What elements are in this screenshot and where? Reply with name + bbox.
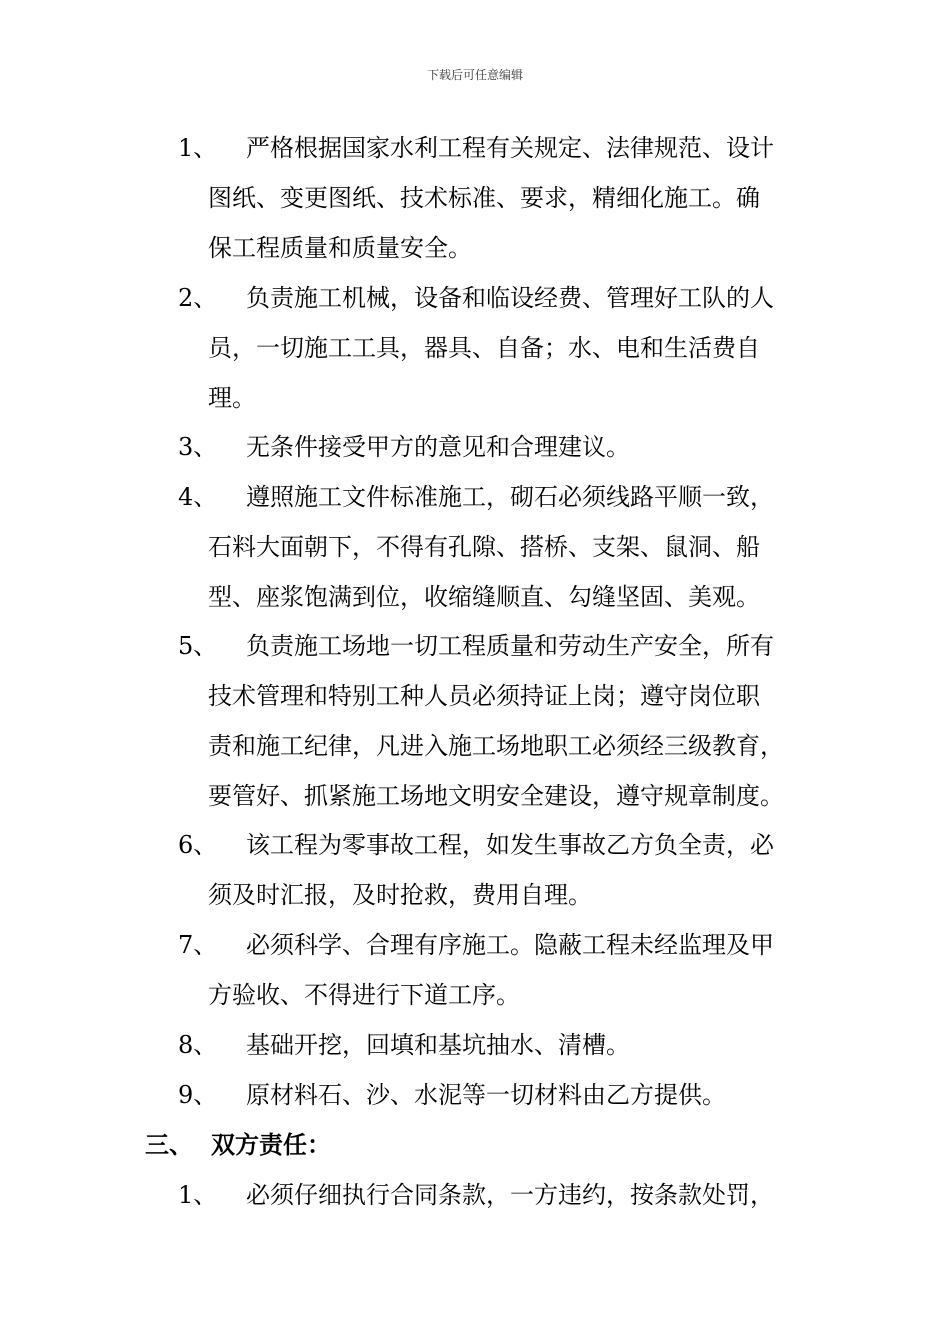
item-text-line: 员，一切施工工具，器具、自备；水、电和生活费自 bbox=[208, 334, 760, 362]
item-number: 7、 bbox=[178, 931, 218, 959]
item-text-line: 负责施工机械，设备和临设经费、管理好工队的人 bbox=[246, 284, 774, 312]
item-text-line: 责和施工纪律，凡进入施工场地职工必须经三级教育， bbox=[208, 732, 784, 760]
item-text-line: 理。 bbox=[208, 384, 256, 412]
item-number: 2、 bbox=[178, 284, 218, 312]
item-text-line: 技术管理和特别工种人员必须持证上岗；遵守岗位职 bbox=[208, 682, 760, 710]
item-text-line: 须及时汇报，及时抢救，费用自理。 bbox=[208, 881, 592, 909]
item-text-line: 严格根据国家水利工程有关规定、法律规范、设计 bbox=[246, 134, 774, 162]
item-number: 8、 bbox=[178, 1031, 218, 1059]
item-number: 9、 bbox=[178, 1081, 218, 1109]
item-number: 3、 bbox=[178, 433, 218, 461]
item-text-line: 无条件接受甲方的意见和合理建议。 bbox=[246, 433, 630, 461]
item-number: 1、 bbox=[178, 134, 218, 162]
item-text-line: 图纸、变更图纸、技术标准、要求，精细化施工。确 bbox=[208, 184, 760, 212]
item-text-line: 遵照施工文件标准施工，砌石必须线路平顺一致， bbox=[246, 483, 774, 511]
item-text-line: 原材料石、沙、水泥等一切材料由乙方提供。 bbox=[246, 1081, 726, 1109]
item-text-line: 方验收、不得进行下道工序。 bbox=[208, 981, 520, 1009]
item-number: 6、 bbox=[178, 831, 218, 859]
item-text-line: 必须仔细执行合同条款，一方违约，按条款处罚， bbox=[246, 1181, 774, 1209]
item-text-line: 该工程为零事故工程，如发生事故乙方负全责，必 bbox=[246, 831, 774, 859]
item-text-line: 石料大面朝下，不得有孔隙、搭桥、支架、鼠洞、船 bbox=[208, 533, 760, 561]
item-number: 5、 bbox=[178, 632, 218, 660]
section-title: 双方责任： bbox=[211, 1130, 331, 1159]
item-text-line: 负责施工场地一切工程质量和劳动生产安全，所有 bbox=[246, 632, 774, 660]
item-number: 1、 bbox=[178, 1181, 218, 1209]
item-number: 4、 bbox=[178, 483, 218, 511]
item-text-line: 型、座浆饱满到位，收缩缝顺直、勾缝坚固、美观。 bbox=[208, 583, 760, 611]
section-number: 三、 bbox=[145, 1130, 193, 1159]
item-text-line: 基础开挖，回填和基坑抽水、清槽。 bbox=[246, 1031, 630, 1059]
item-text-line: 要管好、抓紧施工场地文明安全建设，遵守规章制度。 bbox=[208, 782, 784, 810]
item-text-line: 必须科学、合理有序施工。隐蔽工程未经监理及甲 bbox=[246, 931, 774, 959]
page-header: 下载后可任意编辑 bbox=[426, 68, 523, 82]
item-text-line: 保工程质量和质量安全。 bbox=[208, 234, 472, 262]
